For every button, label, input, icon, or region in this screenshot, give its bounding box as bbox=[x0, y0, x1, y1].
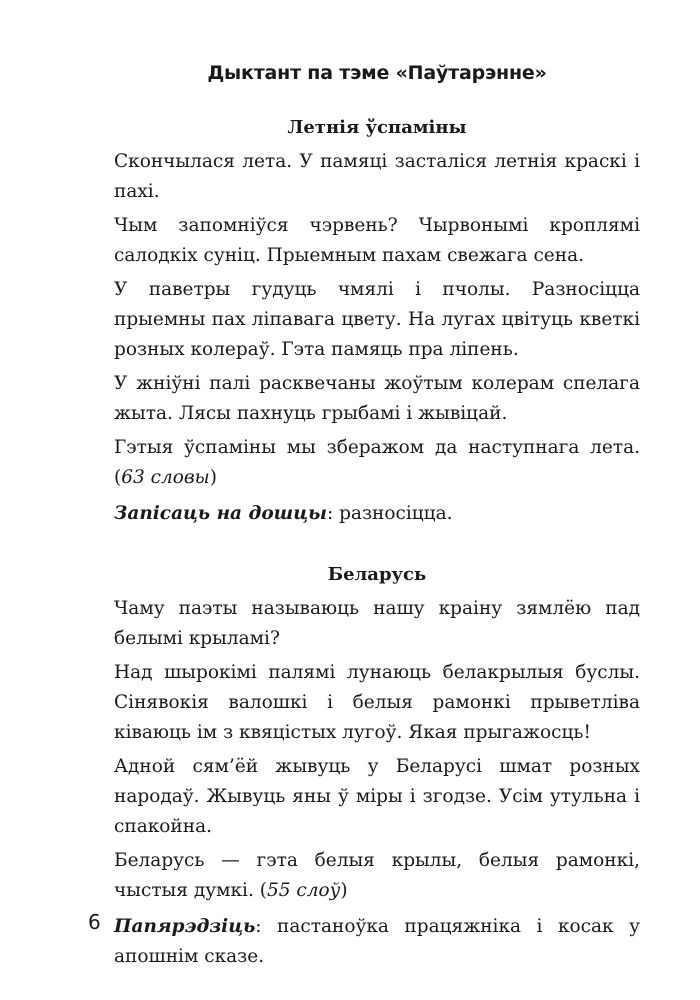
word-count: 63 словы bbox=[121, 467, 210, 488]
word-count: 55 слоў bbox=[266, 880, 341, 901]
paragraph: У паветры гудуць чмялі і пчолы. Разносіцца прыемны пах ліпавага цвету. На лугах цвітуць кветкі розных колераў. Гэта памяць пра ліпень. bbox=[114, 279, 640, 360]
note-text: пастаноўка працяжніка і косак у апошнім сказе. bbox=[114, 916, 640, 967]
paragraph: У жніўні палі расквечаны жоўтым колерам спелага жыта. Лясы пахнуць грыбамі і жывіцай. bbox=[114, 373, 640, 424]
teacher-note: Папярэдзіць: пастаноўка працяжніка і косак у апошнім сказе. bbox=[114, 916, 640, 967]
paragraph: Чым запомніўся чэрвень? Чырвонымі кроплямі салодкіх суніц. Прыемным пахам свежага сена. bbox=[114, 215, 640, 266]
paragraph-text: Гэтыя ўспаміны мы зберажом да наступнага лета. bbox=[114, 437, 640, 458]
paragraph-last: Беларусь — гэта белыя крылы, белыя рамонкі, чыстыя думкі. (55 слоў) bbox=[114, 850, 640, 901]
note-label: Папярэдзіць bbox=[114, 916, 256, 937]
page-content bbox=[114, 54, 640, 972]
paragraph-text: Беларусь — гэта белыя крылы, белыя рамонкі, чыстыя думкі. bbox=[114, 850, 640, 901]
dictation-summer-memories bbox=[114, 117, 640, 529]
paragraph: Скончылася лета. У памяці засталіся летнія краскі і пахі. bbox=[114, 151, 640, 202]
paragraph: Над шырокімі палямі лунаюць белакрылыя буслы. Сінявокія валошкі і белыя рамонкі прыветліва ківаюць ім з квяцістых лугоў. Якая прыгажосць! bbox=[114, 662, 640, 743]
paragraph: Чаму паэты называюць нашу краіну зямлёю пад белымі крыламі? bbox=[114, 598, 640, 649]
page-title: Дыктант па тэме «Паўтарэнне» bbox=[207, 62, 547, 84]
dictation-belarus bbox=[114, 564, 640, 972]
dictation-title: Летнія ўспаміны bbox=[287, 117, 467, 138]
note-text: разносіцца. bbox=[339, 503, 453, 524]
note-label: Запісаць на дошцы bbox=[114, 503, 327, 524]
dictation-title: Беларусь bbox=[327, 564, 427, 585]
teacher-note: Запісаць на дошцы: разносіцца. bbox=[114, 503, 453, 524]
paragraph: Адной сям’ёй жывуць у Беларусі шмат розных народаў. Жывуць яны ў міры і згодзе. Усім утульна і спакойна. bbox=[114, 756, 640, 837]
paragraph-last: Гэтыя ўспаміны мы зберажом да наступнага лета. (63 словы) bbox=[114, 437, 640, 488]
page-number: 6 bbox=[88, 910, 101, 934]
